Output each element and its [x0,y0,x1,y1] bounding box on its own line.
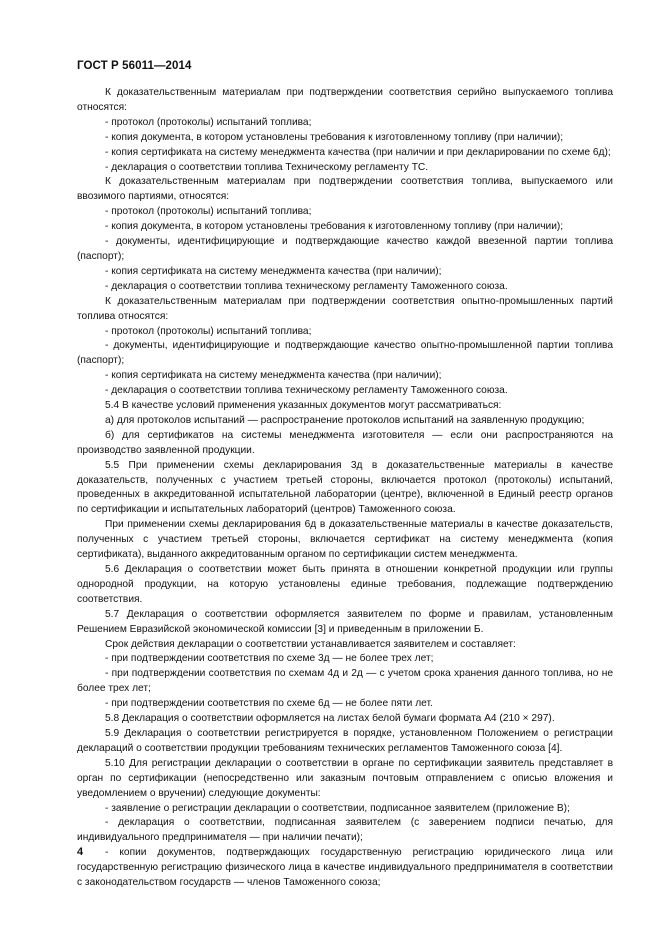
list-item: - копия документа, в котором установлены требования к изготовленному топливу (при наличии); [105,221,564,233]
list-item: - документы, идентифицирующие и подтверждающие качество каждой ввезенной партии топлива (паспорт); [77,236,613,262]
list-item: - протокол (протоколы) испытаний топлива; [105,206,312,218]
list-item: - декларация о соответствии топлива техническому регламенту Таможенного союза. [105,385,508,397]
clause-5-7: 5.7 Декларация о соответствии оформляется заявителем по форме и правилам, установленным Решением Евразийской экономической комиссии [3] и приведенным в приложении Б. [77,608,613,635]
clause-5-5: 5.5 При применении схемы декларирования 3д в доказательственные материалы в качестве доказательств, полученных с участием третьей стороны, включается протокол (протоколы) испытаний, проведенных в аккредитованной испытательной лаборатории (центре), включенной в Единый реестр органов по сертификации и испытательных лабораторий (центров) Таможенного союза. [77,459,613,516]
list-item: - протокол (протоколы) испытаний топлива; [105,325,312,337]
list-item: - декларация о соответствии, подписанная заявителем (с заверением подписи печатью, для индивидуального предпринимателя — при наличии печати); [77,817,613,844]
document-body [77,86,613,891]
list-item: - при подтверждении соответствия по схемам 4д и 2д — с учетом срока хранения данного топлива, но не более трех лет; [77,668,613,695]
clause-5-4: 5.4 В качестве условий применения указанных документов могут рассматриваться: [105,400,502,412]
paragraph: Срок действия декларации о соответствии устанавливается заявителем и составляет: [105,638,516,650]
clause-5-9: 5.9 Декларация о соответствии регистрируется в порядке, установленном Положением о регистрации деклараций о соответствии продукции требованиям технических регламентов Таможенного союза [4]. [77,727,613,754]
paragraph: При применении схемы декларирования 6д в доказательственные материалы в качестве доказательств, полученных с участием третьей стороны, включается сертификат на систему менеджмента (копия сертификата), выданного аккредитованным органом по сертификации систем менеджмента. [77,519,613,561]
list-item: а) для протоколов испытаний — распространение протоколов испытаний на заявленную продукцию; [105,414,585,426]
paragraph: К доказательственным материалам при подтверждении соответствия опытно-промышленных партий топлива относятся: [77,295,613,322]
list-item: - копия документа, в котором установлены требования к изготовленному топливу (при наличии); [105,131,564,143]
list-item: - при подтверждении соответствия по схеме 3д — не более трех лет; [105,653,434,665]
list-item: - декларация о соответствии топлива Техническому регламенту ТС. [105,161,429,173]
list-item: б) для сертификатов на системы менеджмента изготовителя — если они распространяются на производство заявленной продукции. [77,429,613,456]
list-item: - протокол (протоколы) испытаний топлива; [105,116,312,128]
document-header: ГОСТ Р 56011—2014 [77,60,192,72]
list-item: - копия сертификата на систему менеджмента качества (при наличии); [105,370,442,382]
clause-5-6: 5.6 Декларация о соответствии может быть принята в отношении конкретной продукции или группы однородной продукции, на которую установлены единые требования, подлежащие подтверждению соответствия. [77,564,613,605]
paragraph: К доказательственным материалам при подтверждении соответствия серийно выпускаемого топлива относятся: [77,87,613,113]
list-item: - копия сертификата на систему менеджмента качества (при наличии и при декларировании по схеме 6д); [105,146,611,158]
clause-5-8: 5.8 Декларация о соответствии оформляется на листах белой бумаги формата А4 (210 × 297). [105,713,555,725]
list-item: - копия сертификата на систему менеджмента качества (при наличии); [105,265,442,277]
clause-5-10: 5.10 Для регистрации декларации о соответствии в органе по сертификации заявитель представляет в орган по сертификации (непосредственно или заказным почтовым отправлением с описью вложения и уведомлением о вручении) следующие документы: [77,757,613,799]
list-item: - декларация о соответствии топлива техническому регламенту Таможенного союза. [105,280,508,292]
list-item: - копии документов, подтверждающих государственную регистрацию юридического лица или государственную регистрацию физического лица в качестве индивидуального предпринимателя в соответствии с законодательством государств — членов Таможенного союза; [77,847,613,889]
list-item: - при подтверждении соответствия по схеме 6д — не более пяти лет. [105,698,433,710]
list-item: - заявление о регистрации декларации о соответствии, подписанное заявителем (приложение В); [105,802,570,814]
list-item: - документы, идентифицирующие и подтверждающие качество опытно-промышленной партии топлива (паспорт); [77,340,613,367]
page-number: 4 [77,846,84,858]
paragraph: К доказательственным материалам при подтверждении соответствия топлива, выпускаемого или ввозимого партиями, относятся: [77,176,613,203]
